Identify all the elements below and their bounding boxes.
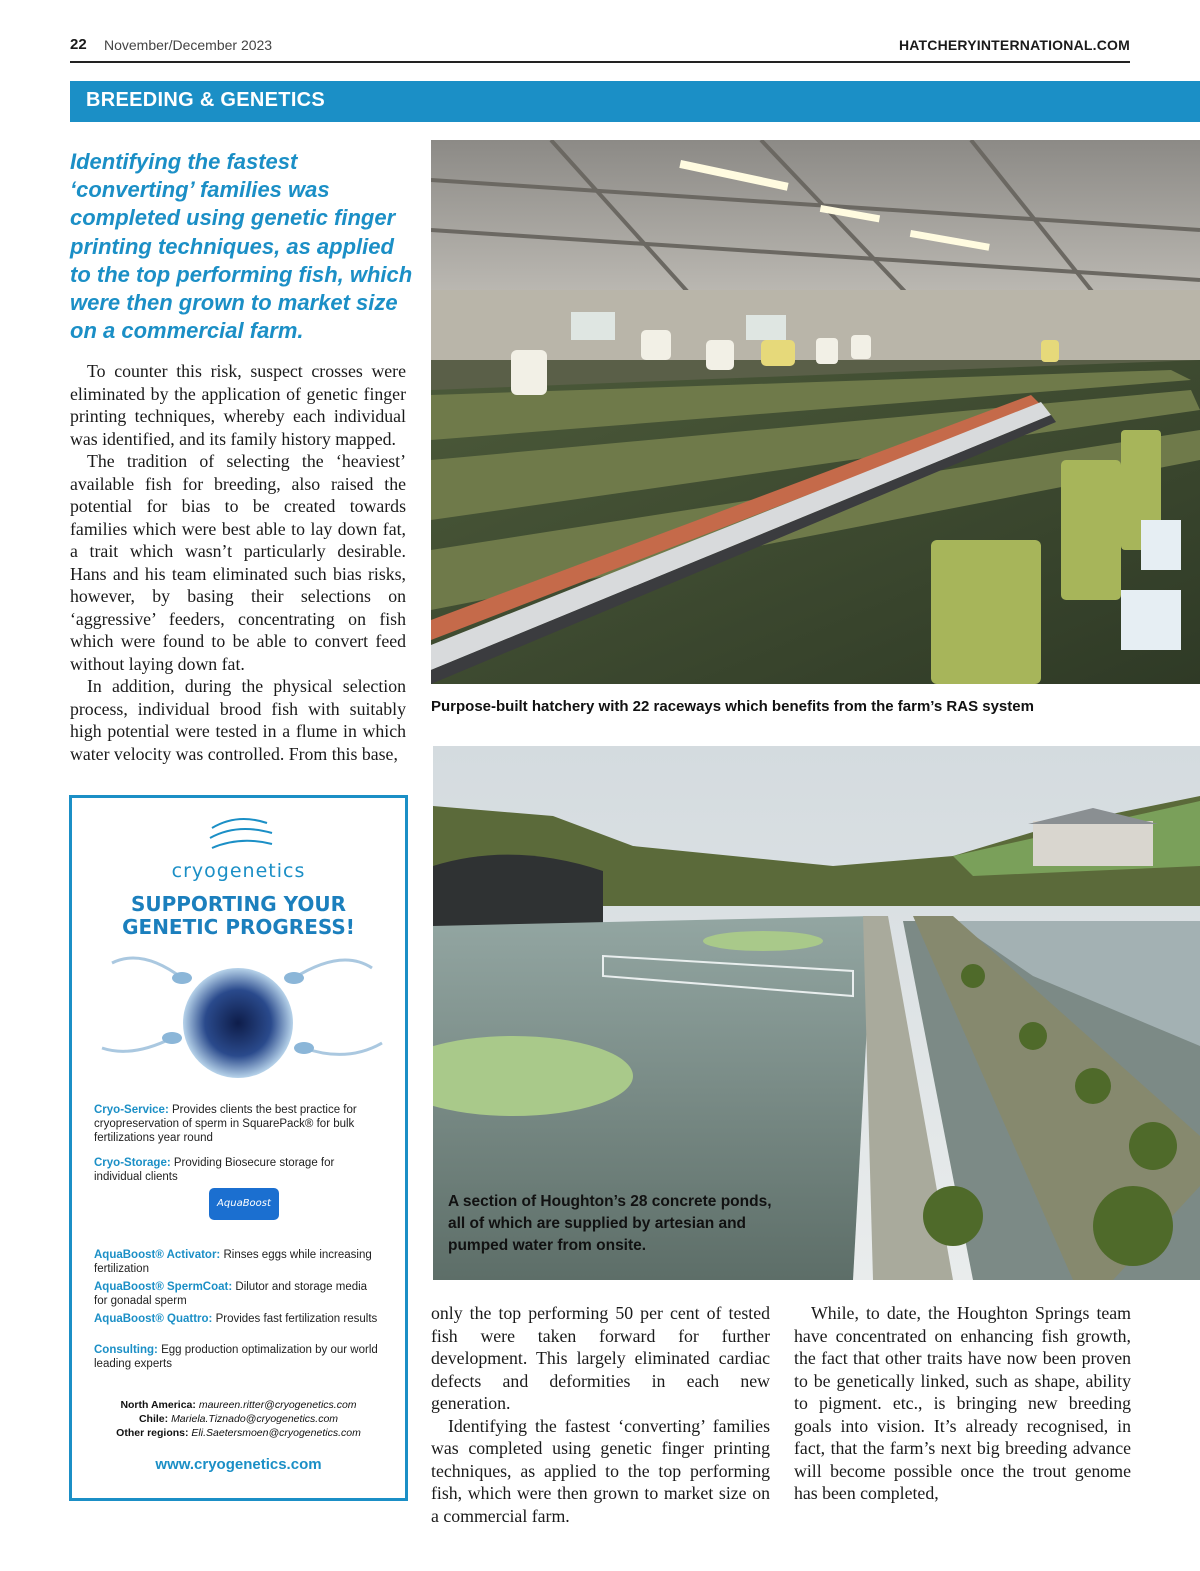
- ad-headline-line: SUPPORTING YOUR: [130, 892, 347, 916]
- pull-quote-line: were then grown to market size: [70, 290, 398, 316]
- ad-consulting-name: Consulting:: [94, 1344, 158, 1356]
- ad-consulting: [94, 1343, 394, 1371]
- pull-quote-line: printing techniques, as applied: [70, 233, 394, 259]
- ad-headline: [72, 893, 405, 939]
- ad-text: Providing Biosecure storage for: [173, 1157, 335, 1169]
- ad-service-name: Cryo-Storage:: [94, 1157, 171, 1169]
- ad-product: [94, 1248, 394, 1276]
- ad-service: [94, 1103, 394, 1145]
- contact-label: Chile:: [138, 1413, 169, 1425]
- section-label: BREEDING & GENETICS: [86, 89, 326, 111]
- cryogenetics-advertisement[interactable]: [69, 795, 408, 1501]
- contact-email[interactable]: Mariela.Tiznado@cryogenetics.com: [171, 1413, 339, 1425]
- site-url[interactable]: HATCHERYINTERNATIONAL.COM: [898, 37, 1130, 53]
- ad-product: [94, 1280, 394, 1308]
- hatchery-raceways-photo: [431, 140, 1200, 684]
- body-paragraph: In addition, during the physical selection process, individual brood fish with suitably high potential were tested in a flume in which water velocity was controlled. From this base,: [70, 676, 406, 764]
- photo-caption: Purpose-built hatchery with 22 raceways which benefits from the farm’s RAS system: [431, 698, 1034, 715]
- ad-text: Egg production optimalization by our world: [161, 1344, 378, 1356]
- header-rule: [70, 61, 1130, 63]
- pull-quote-line: ‘converting’ families was: [70, 177, 330, 203]
- contact-label: North America:: [120, 1399, 196, 1411]
- body-column-2: [431, 1302, 770, 1527]
- caption-line: A section of Houghton’s 28 concrete ponds,: [448, 1193, 772, 1210]
- issue-date: November/December 2023: [104, 37, 273, 53]
- photo-overlay-caption: [448, 1191, 778, 1257]
- ad-text: Provides clients the best practice for: [172, 1104, 357, 1116]
- caption-line: pumped water from onsite.: [448, 1237, 647, 1254]
- ad-contact: [72, 1426, 405, 1440]
- ad-product: [94, 1312, 394, 1326]
- aquaboost-logo: AquaBoost: [209, 1188, 279, 1220]
- ad-text: Provides fast fertilization results: [215, 1313, 378, 1325]
- body-paragraph: While, to date, the Houghton Springs team have concentrated on enhancing fish growth, the fact that other traits have now been proven to be genetically linked, such as shape, ability to pigment. etc., is bringing new breeding goals into vision. It’s already recognised, in fact, that the farm’s next big breeding advance will become possible once the trout genome has been completed,: [794, 1303, 1131, 1503]
- ad-text: individual clients: [94, 1171, 178, 1183]
- ad-text: cryopreservation of sperm in SquarePack® for bulk: [94, 1118, 355, 1130]
- ad-service-name: Cryo-Service:: [94, 1104, 169, 1116]
- contact-email[interactable]: Eli.Saetersmoen@cryogenetics.com: [191, 1427, 361, 1439]
- ad-text: fertilizations year round: [94, 1132, 213, 1144]
- ad-product-name: AquaBoost® Quattro:: [94, 1313, 213, 1325]
- pull-quote-line: on a commercial farm.: [70, 318, 304, 344]
- ad-contact: [72, 1398, 405, 1412]
- body-column-3: [794, 1302, 1131, 1505]
- pull-quote-line: completed using genetic finger: [70, 205, 396, 231]
- ad-text: Dilutor and storage media: [235, 1281, 368, 1293]
- contact-email[interactable]: maureen.ritter@cryogenetics.com: [198, 1399, 357, 1411]
- body-column-1: [70, 360, 406, 765]
- body-paragraph: To counter this risk, suspect crosses were eliminated by the application of genetic finger printing techniques, whereby each individual was identified, and its family history mapped.: [70, 361, 406, 449]
- body-paragraph: only the top performing 50 per cent of tested fish were taken forward for further development. This largely eliminated cardiac defects and deformities in each new generation.: [431, 1303, 770, 1413]
- pull-quote: [70, 148, 420, 345]
- body-paragraph: The tradition of selecting the ‘heaviest’ available fish for breeding, also raised the potential for bias to be created towards families which were best able to lay down fat, a trait which wasn’t particularly desirable. Hans and his team eliminated such bias risks, however, by basing their selections on ‘aggressive’ feeders, concentrating on fish which were found to be able to convert feed without laying down fat.: [70, 451, 406, 674]
- fish-logo-icon: [210, 819, 272, 848]
- contact-label: Other regions:: [116, 1427, 189, 1439]
- caption-line: all of which are supplied by artesian and: [448, 1215, 747, 1232]
- egg-cell-icon: [183, 968, 293, 1078]
- ad-text: leading experts: [94, 1358, 172, 1370]
- ad-text: fertilization: [94, 1263, 149, 1275]
- ad-product-name: AquaBoost® SpermCoat:: [94, 1281, 233, 1293]
- pull-quote-line: to the top performing fish, which: [70, 261, 413, 287]
- ad-text: Rinses eggs while increasing: [223, 1249, 372, 1261]
- ad-service: [94, 1156, 394, 1184]
- ad-background-art: [72, 798, 405, 1098]
- ad-headline-line: GENETIC PROGRESS!: [122, 915, 355, 939]
- ad-website-link[interactable]: www.cryogenetics.com: [155, 1456, 322, 1473]
- page-number: 22: [70, 36, 87, 53]
- body-paragraph: Identifying the fastest ‘converting’ families was completed using genetic finger printing techniques, as applied to the top performing fish, which were then grown to market size on a commercial farm.: [431, 1415, 770, 1526]
- ad-text: for gonadal sperm: [94, 1295, 187, 1307]
- pull-quote-line: Identifying the fastest: [70, 149, 298, 174]
- ad-product-name: AquaBoost® Activator:: [94, 1249, 221, 1261]
- ad-contact: [72, 1412, 405, 1426]
- ad-brand: cryogenetics: [171, 860, 306, 882]
